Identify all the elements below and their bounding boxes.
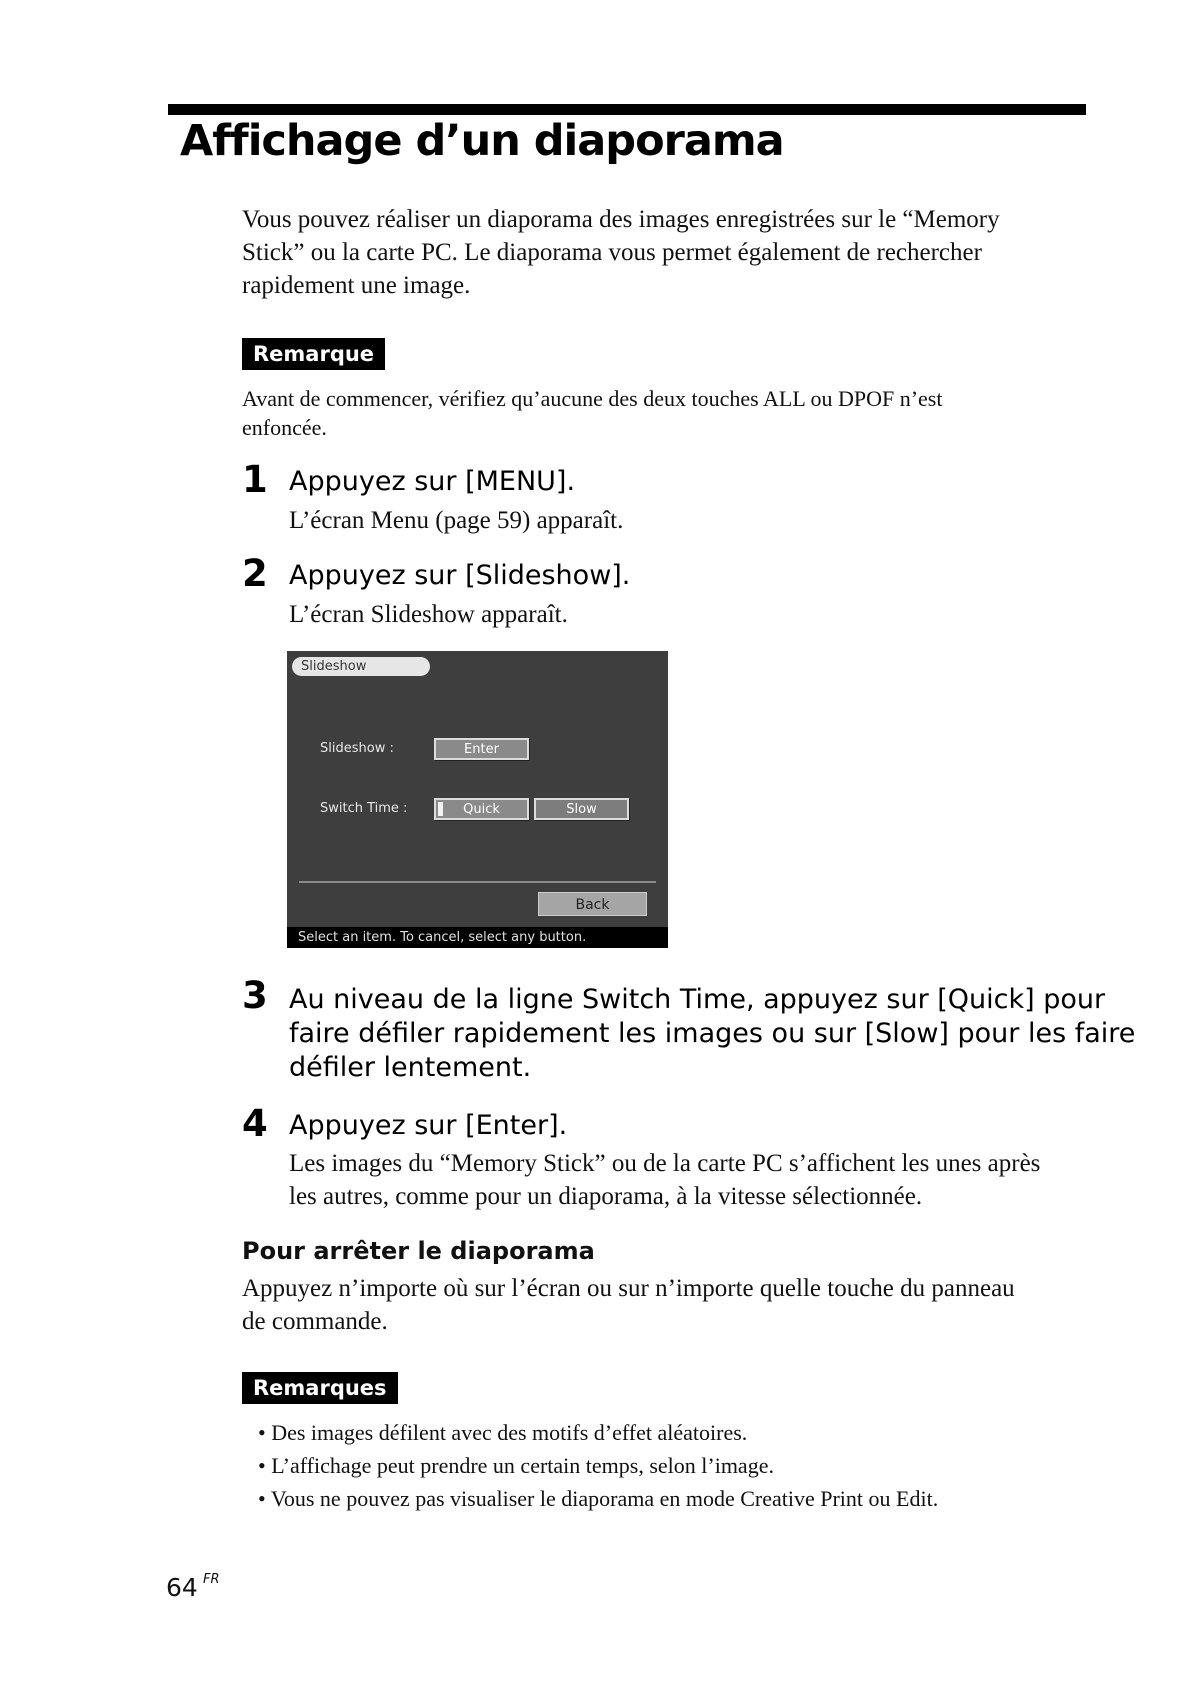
page-number: 64: [166, 1573, 198, 1602]
quick-button[interactable]: [434, 798, 529, 820]
intro-line: Vous pouvez réaliser un diaporama des images enregistrées sur le “Memory: [242, 206, 1000, 233]
step-description: L’écran Menu (page 59) apparaît.: [289, 507, 624, 534]
note-line: Avant de commencer, vérifiez qu’aucune des deux touches ALL ou DPOF n’est: [242, 386, 943, 411]
intro-line: Stick” ou la carte PC. Le diaporama vous permet également de rechercher: [242, 239, 982, 266]
step-number: 1: [242, 458, 268, 501]
note-line: enfoncée.: [242, 415, 327, 440]
step-title: Appuyez sur [Slideshow].: [289, 560, 631, 591]
step-title: [289, 983, 1135, 1085]
step-description: L’écran Slideshow apparaît.: [289, 601, 568, 628]
list-item-text: L’affichage peut prendre un certain temps, selon l’image.: [271, 1453, 774, 1478]
notes-label: Remarques: [242, 1372, 398, 1404]
step-title: Appuyez sur [MENU].: [289, 466, 576, 497]
language-code: FR: [203, 1572, 220, 1587]
step-title: Appuyez sur [Enter].: [289, 1110, 568, 1141]
notes-list: [258, 1416, 938, 1515]
quick-button-label: Quick: [463, 802, 500, 817]
step-description-line: les autres, comme pour un diaporama, à la vitesse sélectionnée.: [289, 1183, 923, 1210]
step-number: 3: [242, 974, 268, 1017]
intro-line: rapidement une image.: [242, 272, 471, 299]
section-text: [242, 1272, 1015, 1338]
slow-button[interactable]: Slow: [534, 798, 629, 820]
step-number: 2: [242, 552, 268, 595]
enter-button[interactable]: Enter: [434, 738, 529, 760]
step-title-line: Au niveau de la ligne Switch Time, appuyez sur [Quick] pour: [289, 984, 1106, 1015]
step-description: [289, 1147, 1040, 1213]
slideshow-screen: [287, 651, 668, 948]
back-button[interactable]: Back: [538, 892, 647, 916]
note-label: Remarque: [242, 338, 385, 370]
section-line: de commande.: [242, 1308, 388, 1335]
step-number: 4: [242, 1102, 268, 1145]
status-bar: Select an item. To cancel, select any button.: [287, 927, 668, 948]
slideshow-label: Slideshow :: [320, 741, 394, 756]
list-item-text: Des images défilent avec des motifs d’effet aléatoires.: [271, 1420, 748, 1445]
title-rule: [168, 104, 1086, 115]
screen-divider: [299, 881, 656, 883]
list-item: • Vous ne pouvez pas visualiser le diaporama en mode Creative Print ou Edit.: [258, 1486, 939, 1511]
section-line: Appuyez n’importe où sur l’écran ou sur n’importe quelle touche du panneau: [242, 1275, 1015, 1302]
step-title-line: défiler lentement.: [289, 1052, 532, 1083]
switch-time-label: Switch Time :: [320, 801, 408, 816]
note-text: [242, 384, 942, 442]
list-item: • L’affichage peut prendre un certain temps, selon l’image.: [258, 1453, 774, 1478]
page-title: Affichage d’un diaporama: [180, 116, 784, 166]
section-heading: Pour arrêter le diaporama: [242, 1237, 595, 1265]
screen-tab: Slideshow: [292, 657, 430, 676]
step-description-line: Les images du “Memory Stick” ou de la carte PC s’affichent les unes après: [289, 1150, 1041, 1177]
list-item-text: Vous ne pouvez pas visualiser le diaporama en mode Creative Print ou Edit.: [270, 1486, 939, 1511]
step-title-line: faire défiler rapidement les images ou sur [Slow] pour les faire: [289, 1018, 1136, 1049]
list-item: • Des images défilent avec des motifs d’effet aléatoires.: [258, 1420, 748, 1445]
intro-paragraph: [242, 203, 1000, 302]
